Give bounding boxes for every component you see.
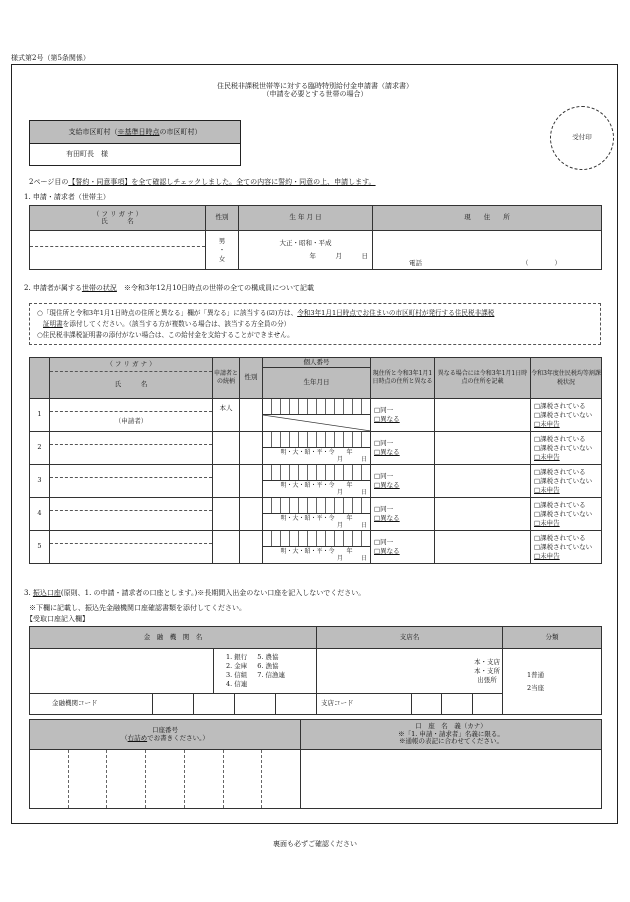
previous-address-cell[interactable] <box>435 399 531 432</box>
mynumber-birth-cell[interactable]: 明・大・昭・平・令 年 月 日 <box>263 432 371 465</box>
form-title <box>0 82 630 98</box>
relation-cell[interactable] <box>213 531 240 564</box>
option-label: 本・支所 <box>474 666 500 675</box>
member-name-cell[interactable] <box>50 432 213 465</box>
s2-tax-header: 令和3年度住民税均等割課税状況 <box>531 358 602 399</box>
option-label: 5. 農協 <box>257 653 279 661</box>
gender-cell[interactable] <box>240 399 263 432</box>
code-digit-box[interactable] <box>275 694 316 714</box>
section3-title: 3. 振込口座(原則、1. の申請・請求者の口座とします。)※長期間入出金のない口座を記入しないでください。 <box>24 589 366 597</box>
branch-header: 支店名 <box>317 627 503 649</box>
municipality-header: 支給市区町村（ ※基準日時点 の市区町村） <box>30 121 240 144</box>
relation-cell[interactable] <box>213 498 240 531</box>
section3-note: ※下欄に記載し、振込先金融機関口座確認書類を添付してください。 <box>29 604 246 612</box>
previous-address-cell[interactable] <box>435 432 531 465</box>
option-label: 1普通 <box>527 670 545 679</box>
account-type-options[interactable] <box>503 649 602 715</box>
household-row <box>30 399 602 432</box>
option-label: 出張所 <box>477 675 497 684</box>
attachment-notice: ○「現住所と令和3年1月1日時点の住所と異なる」欄が「異なる」に該当する(☑)方は、令和3年1月1日時点でお住まいの市区町村が発行する住民税非課税 証明書を添付してください。（該当する方が複数いる場合は、該当する方全員の分） ○住民税非課税証明書の添付がない場合は、この給付金を支給することができません。 <box>29 303 601 345</box>
mynumber-birth-cell[interactable]: 明・大・昭・平・令 年 月 日 <box>263 465 371 498</box>
previous-address-cell[interactable] <box>435 465 531 498</box>
option-label: 本・支店 <box>474 657 500 666</box>
code-digit-box[interactable] <box>223 750 262 808</box>
row-number: 4 <box>30 498 50 531</box>
row-number: 5 <box>30 531 50 564</box>
branch-input[interactable] <box>317 649 503 694</box>
s2-birth-header: 生年月日 <box>263 368 371 399</box>
s1-gender-header: 性別 <box>206 206 239 231</box>
household-row <box>30 531 602 564</box>
bank-type-options[interactable] <box>214 649 317 694</box>
s2-gender-header: 性別 <box>240 358 263 399</box>
footer-note: 裏面も必ずご確認ください <box>273 840 357 848</box>
branch-code-label: 支店コード <box>321 699 354 708</box>
applicant-table <box>29 205 602 270</box>
option-label: 2当座 <box>527 683 545 692</box>
option-label: 3. 信組 <box>226 671 248 679</box>
s1-address-header: 現 住 所 <box>373 206 602 231</box>
mynumber-birth-cell[interactable]: 明・大・昭・平・令 年 月 日 <box>263 498 371 531</box>
code-digit-box[interactable] <box>106 750 145 808</box>
s2-address-diff-header: 現住所と令和3年1月1日時点の住所と異なる <box>371 358 435 399</box>
household-row <box>30 465 602 498</box>
title-line1: 住民税非課税世帯等に対する臨時特別給付金申請書（請求書） <box>217 82 413 90</box>
s2-relation-header: 申請者との続柄 <box>213 358 240 399</box>
option-label: 4. 信連 <box>226 680 248 688</box>
s1-phone-label: 電話 <box>409 258 422 267</box>
bank-name-header: 金 融 機 関 名 <box>30 627 317 649</box>
gender-cell[interactable] <box>240 531 263 564</box>
s2-no-header <box>30 358 50 399</box>
household-row <box>30 432 602 465</box>
branch-code-row <box>317 694 503 715</box>
member-name-cell[interactable] <box>50 498 213 531</box>
code-digit-box[interactable] <box>472 694 502 714</box>
address-diff-cell[interactable]: □同一 □異なる <box>371 399 435 432</box>
section2-title: 2. 申請者が属する世帯の状況 ※令和3年12月10日時点の世帯の全ての構成員について記載 <box>24 284 315 292</box>
bank-table <box>29 626 602 715</box>
s1-address-cell[interactable]: 電話 （ ） <box>373 231 602 270</box>
municipality-value: 有田町長 様 <box>66 150 108 158</box>
relation-cell[interactable] <box>213 465 240 498</box>
form-number: 様式第2号（第5条関係） <box>11 54 90 62</box>
row-number: 2 <box>30 432 50 465</box>
code-digit-box[interactable] <box>441 694 471 714</box>
option-label: 2. 金庫 <box>226 662 248 670</box>
bank-code-row <box>30 694 317 715</box>
bank-code-label: 金融機関コード <box>52 699 98 708</box>
s1-name-header: （ フ リ ガ ナ ） 氏 名 <box>30 206 206 231</box>
s2-diff-address-header: 異なる場合には令和3年1月1日時点の住所を記載 <box>435 358 531 399</box>
s1-birth-header: 生 年 月 日 <box>239 206 373 231</box>
account-number-header: 口座番号 （右詰めでお書きください。） <box>30 720 301 750</box>
account-number-input[interactable] <box>30 750 301 809</box>
s1-birth-cell[interactable]: 大正・昭和・平成 年 月 日 <box>239 231 373 270</box>
code-digit-box[interactable] <box>68 750 107 808</box>
s2-name-header: （ フ リ ガ ナ ） 氏 名 <box>50 358 213 399</box>
code-digit-box[interactable] <box>152 694 193 714</box>
option-label: 6. 漁協 <box>257 662 279 670</box>
member-name-cell[interactable] <box>50 531 213 564</box>
title-line2: （申請を必要とする世帯の場合） <box>262 90 368 99</box>
s1-gender-cell[interactable]: 男 ・ 女 <box>206 231 239 270</box>
code-digit-box[interactable] <box>145 750 184 808</box>
member-name-cell[interactable]: （申請者） <box>50 399 213 432</box>
option-label: 1. 銀行 <box>226 653 248 661</box>
municipality-box <box>29 120 241 166</box>
tax-status-cell[interactable]: □課税されている □課税されていない □未申告 <box>531 399 602 432</box>
code-digit-box[interactable] <box>261 750 300 808</box>
member-name-cell[interactable] <box>50 465 213 498</box>
tax-status-cell[interactable]: □課税されている □課税されていない □未申告 <box>531 531 602 564</box>
relation-cell[interactable] <box>213 432 240 465</box>
type-header: 分類 <box>503 627 602 649</box>
code-digit-box[interactable] <box>184 750 223 808</box>
s2-mynumber-header: 個人番号 <box>263 358 371 368</box>
tax-status-cell[interactable]: □課税されている □課税されていない □未申告 <box>531 498 602 531</box>
previous-address-cell[interactable] <box>435 531 531 564</box>
gender-cell[interactable] <box>240 465 263 498</box>
bank-name-input[interactable] <box>30 649 214 694</box>
address-diff-cell[interactable]: □同一 □異なる <box>371 498 435 531</box>
tax-status-cell[interactable]: □課税されている □課税されていない □未申告 <box>531 465 602 498</box>
address-diff-cell[interactable]: □同一 □異なる <box>371 531 435 564</box>
code-digit-box[interactable] <box>30 750 68 808</box>
household-table <box>29 357 602 564</box>
holder-input[interactable] <box>301 750 602 809</box>
option-label: 7. 信漁連 <box>257 671 286 679</box>
s1-name-cell[interactable] <box>30 231 206 270</box>
code-digit-box[interactable] <box>193 694 234 714</box>
code-digit-box[interactable] <box>411 694 441 714</box>
row-number: 1 <box>30 399 50 432</box>
relation-cell[interactable]: 本人 <box>213 399 240 432</box>
previous-address-cell[interactable] <box>435 498 531 531</box>
gender-cell[interactable] <box>240 498 263 531</box>
consent-statement: 2ページ目の【誓約・同意事項】を全て確認しチェックしました。全ての内容に誓約・同意の上、申請します。 <box>29 178 376 186</box>
code-digit-box[interactable] <box>234 694 275 714</box>
account-table <box>29 719 602 809</box>
address-diff-cell[interactable]: □同一 □異なる <box>371 432 435 465</box>
tax-status-cell[interactable]: □課税されている □課税されていない □未申告 <box>531 432 602 465</box>
holder-header: 口 座 名 義（カナ） ※「1. 申請・請求者」名義に限る。 ※通帳の表記に合わせてください。 <box>301 720 602 750</box>
receive-label: 【受取口座記入欄】 <box>26 615 89 623</box>
row-number: 3 <box>30 465 50 498</box>
gender-cell[interactable] <box>240 432 263 465</box>
address-diff-cell[interactable]: □同一 □異なる <box>371 465 435 498</box>
section1-title: 1. 申請・請求者（世帯主） <box>24 193 110 201</box>
reception-seal: 受付印 <box>550 106 614 170</box>
mynumber-birth-cell[interactable]: 明・大・昭・平・令 年 月 日 <box>263 531 371 564</box>
household-row <box>30 498 602 531</box>
mynumber-birth-cell[interactable] <box>263 399 371 432</box>
